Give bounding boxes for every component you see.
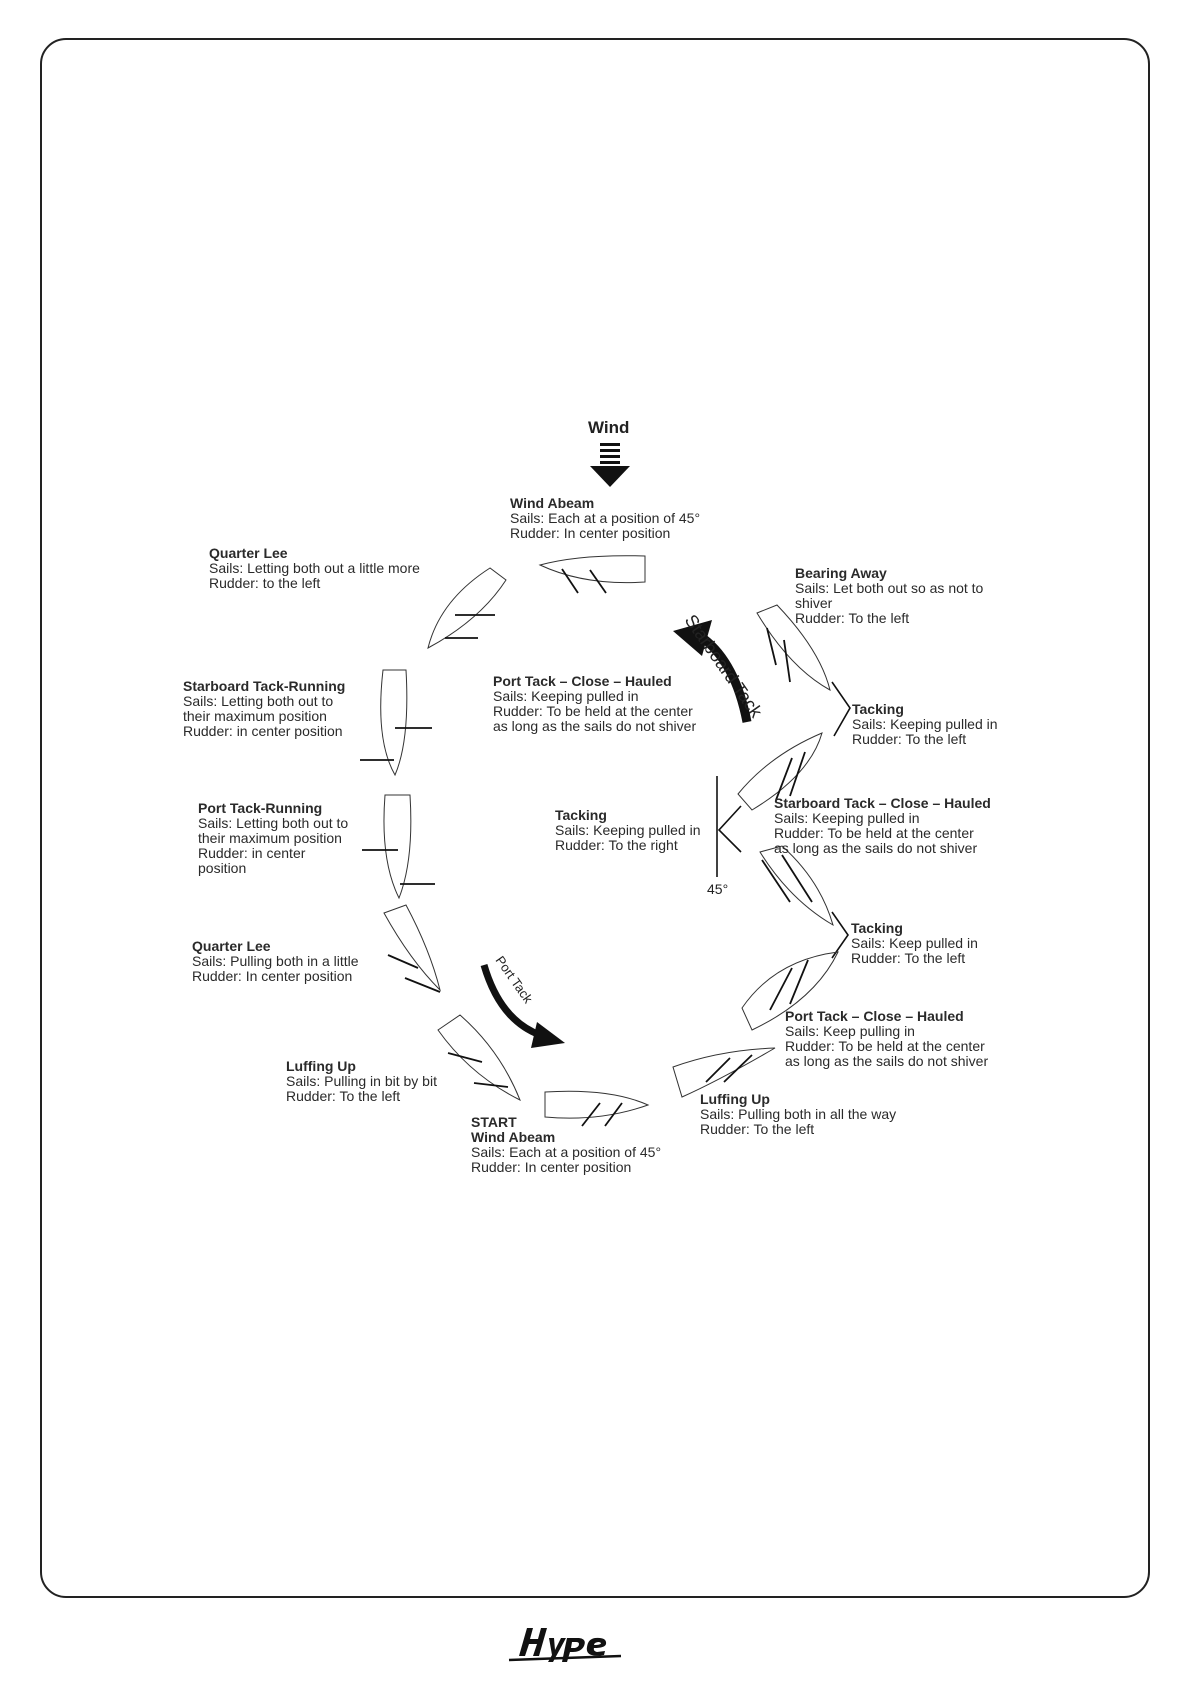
label-tacking-middle: Tacking Sails: Keeping pulled in Rudder: To the right: [555, 807, 701, 853]
label-starboard-close-hauled: Starboard Tack – Close – Hauled Sails: Keeping pulled in Rudder: To be held at the center as long as the sails do not shiver: [774, 795, 991, 856]
boat-icon: [438, 1015, 520, 1100]
label-start: START Wind Abeam Sails: Each at a position of 45° Rudder: In center position: [471, 1114, 662, 1175]
boat-icon: [362, 795, 435, 898]
boat-icon: [384, 905, 440, 992]
label-starboard-running: Starboard Tack-Running Sails: Letting both out to their maximum position Rudder: in center position: [183, 678, 346, 739]
boat-icon: [428, 568, 506, 648]
angle-label: 45°: [707, 881, 729, 897]
wind-label: Wind: [588, 418, 630, 437]
port-tack-label: Port Tack: [492, 953, 536, 1006]
label-quarter-lee-lower: Quarter Lee Sails: Pulling both in a little Rudder: In center position: [192, 938, 359, 984]
label-wind-abeam-top: Wind Abeam Sails: Each at a position of 45° Rudder: In center position: [510, 495, 701, 541]
label-luffing-up-right: Luffing Up Sails: Pulling both in all the way Rudder: To the left: [700, 1091, 897, 1137]
boat-icon: [540, 556, 645, 593]
label-luffing-up-left: Luffing Up Sails: Pulling in bit by bit Rudder: To the left: [286, 1058, 437, 1104]
label-quarter-lee-upper: Quarter Lee Sails: Letting both out a little more Rudder: to the left: [209, 545, 420, 591]
port-tack-arrow: [484, 953, 565, 1048]
label-tacking-upper-right: Tacking Sails: Keeping pulled in Rudder: To the left: [852, 701, 998, 747]
boat-icon: [673, 1048, 775, 1097]
wind-arrow-icon: [590, 443, 630, 487]
label-bearing-away: Bearing Away Sails: Let both out so as not to shiver Rudder: To the left: [795, 565, 984, 626]
hype-logo: [505, 1620, 625, 1666]
label-port-close-hauled-upper: Port Tack – Close – Hauled Sails: Keeping pulled in Rudder: To be held at the center as long as the sails do not shiver: [493, 673, 697, 734]
label-port-close-hauled-lower: Port Tack – Close – Hauled Sails: Keep pulling in Rudder: To be held at the center as long as the sails do not shiver: [785, 1008, 989, 1069]
starboard-tack-label: Starboard Tack: [680, 610, 767, 722]
boat-icon: [760, 846, 833, 925]
label-tacking-lower-right: Tacking Sails: Keep pulled in Rudder: To the left: [851, 920, 978, 966]
label-port-running: Port Tack-Running Sails: Letting both out to their maximum position Rudder: in center position: [198, 800, 349, 876]
boat-icon: [360, 670, 432, 775]
